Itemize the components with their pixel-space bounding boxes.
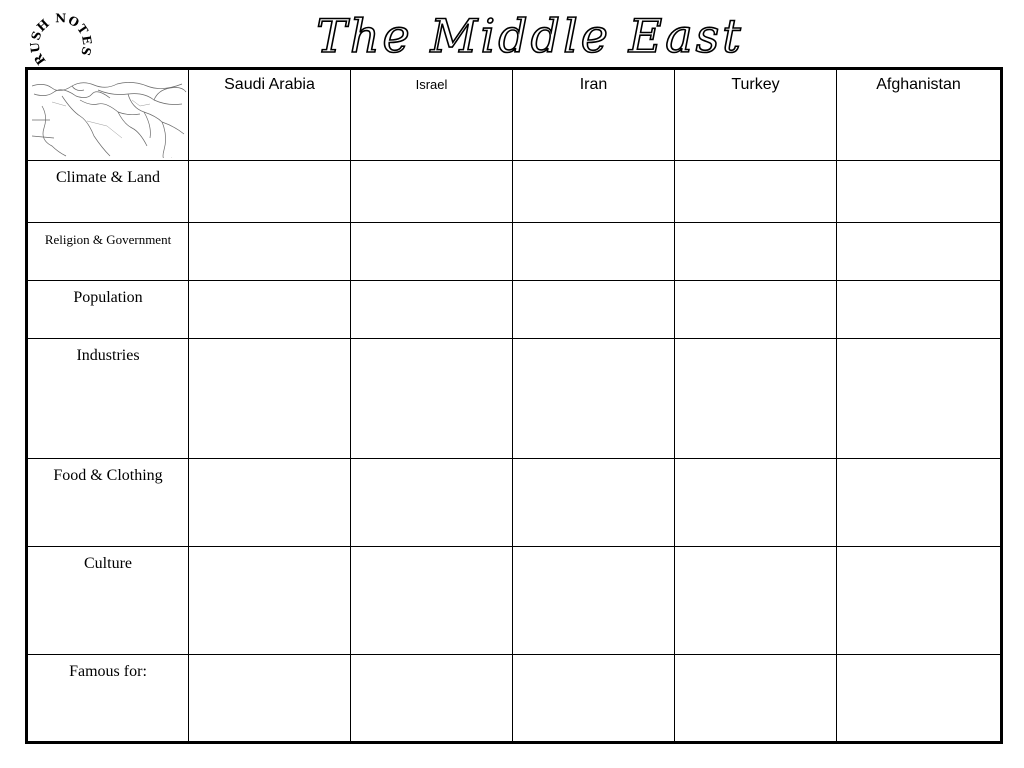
table-cell[interactable]	[513, 547, 675, 655]
table-cell[interactable]	[837, 339, 1002, 459]
table-row	[27, 459, 1002, 547]
table-row	[27, 339, 1002, 459]
row-header-culture: Culture	[27, 547, 189, 655]
table-cell[interactable]	[837, 161, 1002, 223]
table-cell[interactable]	[189, 655, 351, 743]
table-cell[interactable]	[189, 459, 351, 547]
map-cell	[27, 69, 189, 161]
table-row	[27, 655, 1002, 743]
table-row	[27, 223, 1002, 281]
table-cell[interactable]	[675, 655, 837, 743]
table-cell[interactable]	[189, 547, 351, 655]
table-cell[interactable]	[351, 655, 513, 743]
svg-text:RUSH NOTES	[28, 12, 95, 67]
table-row	[27, 547, 1002, 655]
page-title	[200, 4, 860, 66]
table-cell[interactable]	[837, 655, 1002, 743]
table-cell[interactable]	[513, 655, 675, 743]
table-cell[interactable]	[513, 459, 675, 547]
row-header-religion-government: Religion & Government	[27, 223, 189, 281]
column-header-turkey: Turkey	[675, 69, 837, 161]
rush-notes-logo-icon	[26, 12, 98, 70]
middle-east-map-icon	[32, 76, 187, 158]
table-row	[27, 281, 1002, 339]
table-cell[interactable]	[675, 459, 837, 547]
column-header-israel: Israel	[351, 69, 513, 161]
table-cell[interactable]	[675, 281, 837, 339]
row-header-climate-land: Climate & Land	[27, 161, 189, 223]
row-header-food-clothing: Food & Clothing	[27, 459, 189, 547]
column-header-saudi-arabia: Saudi Arabia	[189, 69, 351, 161]
table-cell[interactable]	[675, 339, 837, 459]
table-cell[interactable]	[513, 281, 675, 339]
table-cell[interactable]	[351, 281, 513, 339]
table-cell[interactable]	[351, 161, 513, 223]
table-cell[interactable]	[351, 459, 513, 547]
table-cell[interactable]	[189, 281, 351, 339]
table-cell[interactable]	[513, 339, 675, 459]
table-cell[interactable]	[351, 547, 513, 655]
rush-notes-logo	[26, 12, 98, 70]
logo-text: RUSH NOTES	[27, 12, 95, 68]
table-cell[interactable]	[351, 223, 513, 281]
table-cell[interactable]	[675, 223, 837, 281]
row-header-famous-for: Famous for:	[27, 655, 189, 743]
table-cell[interactable]	[189, 161, 351, 223]
country-comparison-table	[25, 67, 1003, 744]
row-header-population: Population	[27, 281, 189, 339]
table-cell[interactable]	[351, 339, 513, 459]
table-cell[interactable]	[675, 161, 837, 223]
column-header-iran: Iran	[513, 69, 675, 161]
table-cell[interactable]	[189, 339, 351, 459]
table-cell[interactable]	[837, 281, 1002, 339]
table-row	[27, 161, 1002, 223]
table-cell[interactable]	[837, 547, 1002, 655]
table-cell[interactable]	[837, 459, 1002, 547]
column-header-afghanistan: Afghanistan	[837, 69, 1002, 161]
table-cell[interactable]	[675, 547, 837, 655]
table-cell[interactable]	[513, 161, 675, 223]
table-cell[interactable]	[513, 223, 675, 281]
row-header-industries: Industries	[27, 339, 189, 459]
header-row	[27, 69, 1002, 161]
table-cell[interactable]	[837, 223, 1002, 281]
page-title-text: The Middle East	[316, 9, 744, 63]
table-cell[interactable]	[189, 223, 351, 281]
